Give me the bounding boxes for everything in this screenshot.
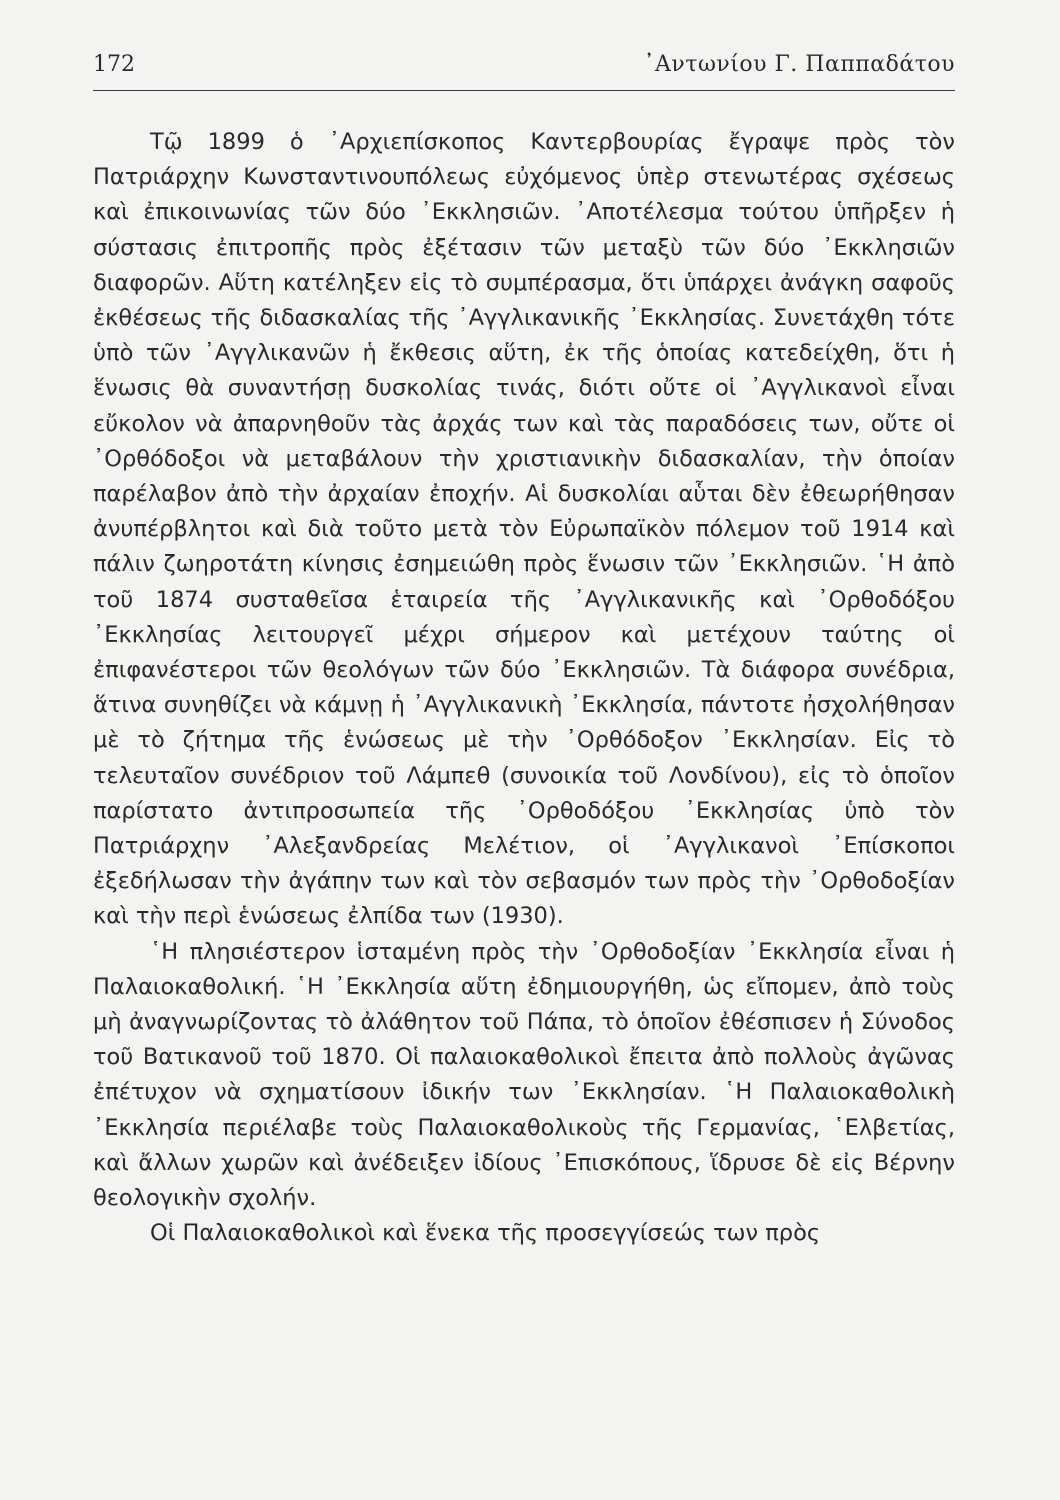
page-header: [93, 50, 955, 91]
paragraph-1: Τῷ 1899 ὁ ᾿Αρχιεπίσκοπος Καντερβουρίας ἔγραψε πρὸς τὸν Πατριάρχην Κωνσταντινουπόλεως εὐχόμενος ὑπὲρ στενωτέρας σχέσεως καὶ ἐπικοινωνίας τῶν δύο ᾿Εκκλησιῶν. ᾿Αποτέλεσμα τούτου ὑπῆρξεν ἡ σύστασις ἐπιτροπῆς πρὸς ἐξέτασιν τῶν μεταξὺ τῶν δύο ᾿Εκκλησιῶν διαφορῶν. Αὕτη κατέληξεν εἰς τὸ συμπέρασμα, ὅτι ὑπάρχει ἀνάγκη σαφοῦς ἐκθέσεως τῆς διδασκαλίας τῆς ᾿Αγγλικανικῆς ᾿Εκκλησίας. Συνετάχθη τότε ὑπὸ τῶν ᾿Αγγλικανῶν ἡ ἔκθεσις αὕτη, ἐκ τῆς ὁποίας κατεδείχθη, ὅτι ἡ ἕνωσις θὰ συναντήσῃ δυσκολίας τινάς, διότι οὔτε οἱ ᾿Αγγλικανοὶ εἶναι εὔκολον νὰ ἀπαρνηθοῦν τὰς ἀρχάς των καὶ τὰς παραδόσεις των, οὔτε οἱ ᾿Ορθόδοξοι νὰ μεταβάλουν τὴν χριστιανικὴν διδασκαλίαν, τὴν ὁποίαν παρέλαβον ἀπὸ τὴν ἀρχαίαν ἐποχήν. Αἱ δυσκολίαι αὗται δὲν ἐθεωρήθησαν ἀνυπέρβλητοι καὶ διὰ τοῦτο μετὰ τὸν Εὐρωπαϊκὸν πόλεμον τοῦ 1914 καὶ πάλιν ζωηροτάτη κίνησις ἐσημειώθη πρὸς ἕνωσιν τῶν ᾿Εκκλησιῶν. ῾Η ἀπὸ τοῦ 1874 συσταθεῖσα ἑταιρεία τῆς ᾿Αγγλικανικῆς καὶ ᾿Ορθοδόξου ᾿Εκκλησίας λειτουργεῖ μέχρι σήμερον καὶ μετέχουν ταύτης οἱ ἐπιφανέστεροι τῶν θεολόγων τῶν δύο ᾿Εκκλησιῶν. Τὰ διάφορα συνέδρια, ἅτινα συνηθίζει νὰ κάμνῃ ἡ ᾿Αγγλικανικὴ ᾿Εκκλησία, πάντοτε ἠσχολήθησαν μὲ τὸ ζήτημα τῆς ἑνώσεως μὲ τὴν ᾿Ορθόδοξον ᾿Εκκλησίαν. Εἰς τὸ τελευταῖον συνέδριον τοῦ Λάμπεθ (συνοικία τοῦ Λονδίνου), εἰς τὸ ὁποῖον παρίστατο ἀντιπροσωπεία τῆς ᾿Ορθοδόξου ᾿Εκκλησίας ὑπὸ τὸν Πατριάρχην ᾿Αλεξανδρείας Μελέτιον, οἱ ᾿Αγγλικανοὶ ᾿Επίσκοποι ἐξεδήλωσαν τὴν ἀγάπην των καὶ τὸν σεβασμόν των πρὸς τὴν ᾿Ορθοδοξίαν καὶ τὴν περὶ ἑνώσεως ἐλπίδα των (1930).: [93, 129, 955, 930]
paragraph-3: Οἱ Παλαιοκαθολικοὶ καὶ ἕνεκα τῆς προσεγγίσεώς των πρὸς: [150, 1220, 821, 1247]
body-text: [93, 125, 955, 1252]
paragraph-2: ῾Η πλησιέστερον ἱσταμένη πρὸς τὴν ᾿Ορθοδοξίαν ᾿Εκκλησία εἶναι ἡ Παλαιοκαθολική. ῾Η ᾿Εκκλησία αὕτη ἐδημιουργήθη, ὡς εἴπομεν, ἀπὸ τοὺς μὴ ἀναγνωρίζοντας τὸ ἀλάθητον τοῦ Πάπα, τὸ ὁποῖον ἐθέσπισεν ἡ Σύνοδος τοῦ Βατικανοῦ τοῦ 1870. Οἱ παλαιοκαθολικοὶ ἔπειτα ἀπὸ πολλοὺς ἀγῶνας ἐπέτυχον νὰ σχηματίσουν ἰδικήν των ᾿Εκκλησίαν. ῾Η Παλαιοκαθολικὴ ᾿Εκκλησία περιέλαβε τοὺς Παλαιοκαθολικοὺς τῆς Γερμανίας, ῾Ελβετίας, καὶ ἄλλων χωρῶν καὶ ἀνέδειξεν ἰδίους ᾿Επισκόπους, ἵδρυσε δὲ εἰς Βέρνην θεολογικὴν σχολήν.: [93, 938, 955, 1212]
page-number: 172: [93, 52, 135, 77]
running-head: ᾿Αντωνίου Γ. Παππαδάτου: [643, 52, 955, 77]
